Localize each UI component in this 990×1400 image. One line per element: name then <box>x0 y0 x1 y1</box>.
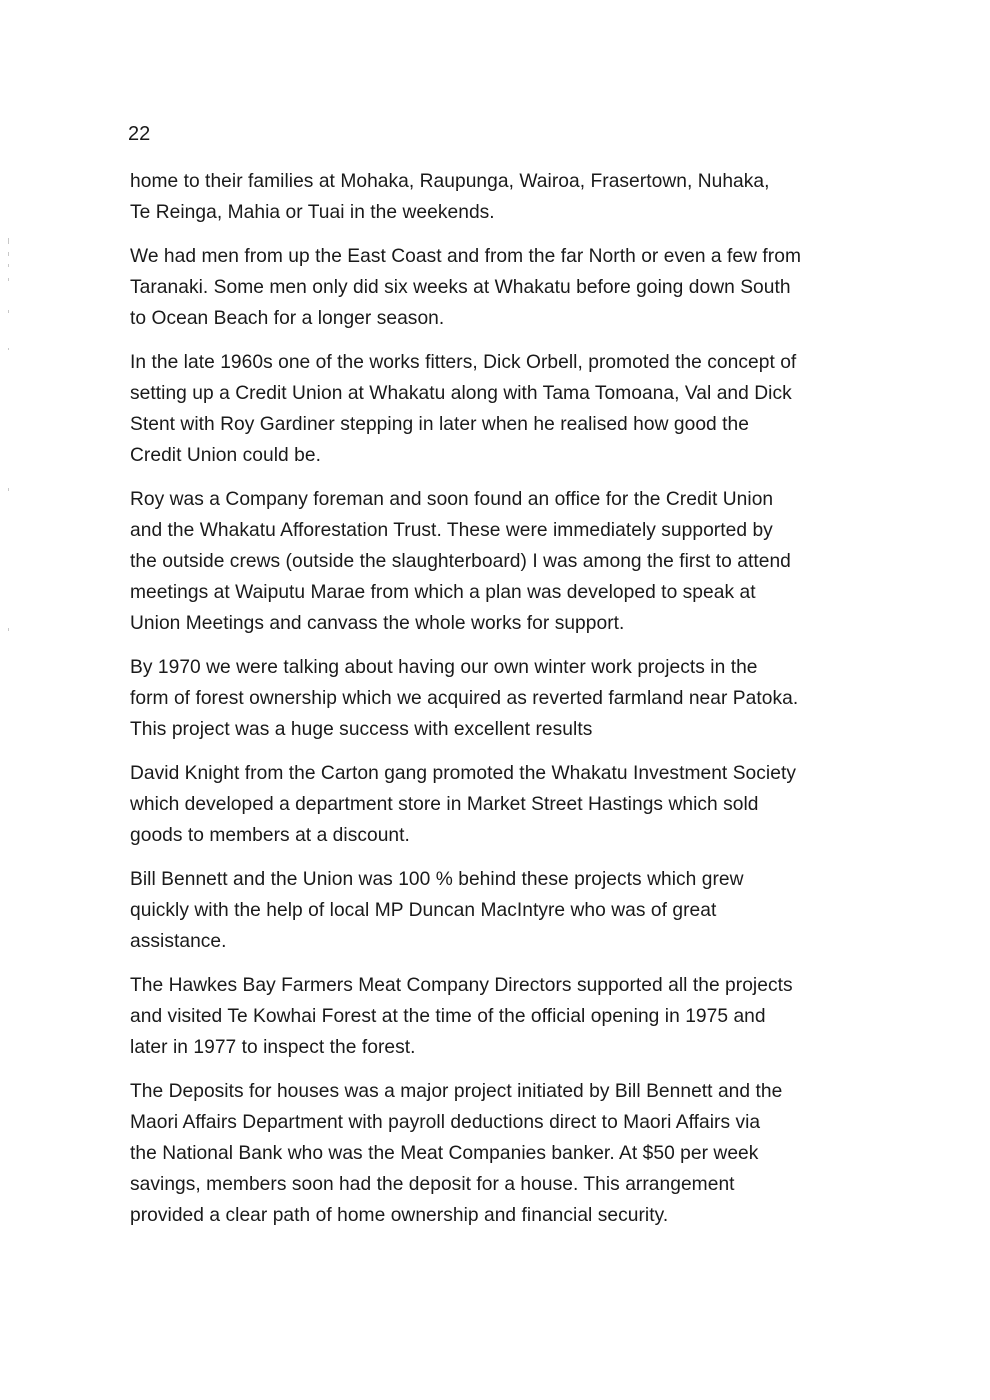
scan-edge-marks <box>8 238 10 638</box>
paragraph: We had men from up the East Coast and from the far North or even a few from Taranaki. Some men only did six weeks at Whakatu before going down South to Ocean Beach for a longer season. <box>130 246 802 329</box>
paragraph: home to their families at Mohaka, Raupunga, Wairoa, Frasertown, Nuhaka, Te Reinga, Mahia or Tuai in the weekends. <box>130 171 770 223</box>
document-body <box>130 166 890 1244</box>
paragraph: Roy was a Company foreman and soon found an office for the Credit Union and the Whakatu Afforestation Trust. These were immediately supported by the outside crews (outside the slaughterboard) I was among the first to attend meetings at Waiputu Marae from which a plan was developed to speak at Union Meetings and canvass the whole works for support. <box>130 489 791 634</box>
paragraph: The Deposits for houses was a major project initiated by Bill Bennett and the Maori Affairs Department with payroll deductions direct to Maori Affairs via the National Bank who was the Meat Companies banker. At $50 per week savings, members soon had the deposit for a house. This arrangement provided a clear path of home ownership and financial security. <box>130 1081 783 1226</box>
paragraph: In the late 1960s one of the works fitters, Dick Orbell, promoted the concept of setting up a Credit Union at Whakatu along with Tama Tomoana, Val and Dick Stent with Roy Gardiner stepping in later when he realised how good the Credit Union could be. <box>130 352 797 466</box>
paragraph: By 1970 we were talking about having our own winter work projects in the form of forest ownership which we acquired as reverted farmland near Patoka. This project was a huge success with excellent results <box>130 657 799 740</box>
paragraph: David Knight from the Carton gang promoted the Whakatu Investment Society which developed a department store in Market Street Hastings which sold goods to members at a discount. <box>130 763 796 846</box>
page-number: 22 <box>128 123 151 145</box>
paragraph: The Hawkes Bay Farmers Meat Company Directors supported all the projects and visited Te Kowhai Forest at the time of the official opening in 1975 and later in 1977 to inspect the forest. <box>130 975 793 1058</box>
paragraph: Bill Bennett and the Union was 100 % behind these projects which grew quickly with the help of local MP Duncan MacIntyre who was of great assistance. <box>130 869 744 952</box>
